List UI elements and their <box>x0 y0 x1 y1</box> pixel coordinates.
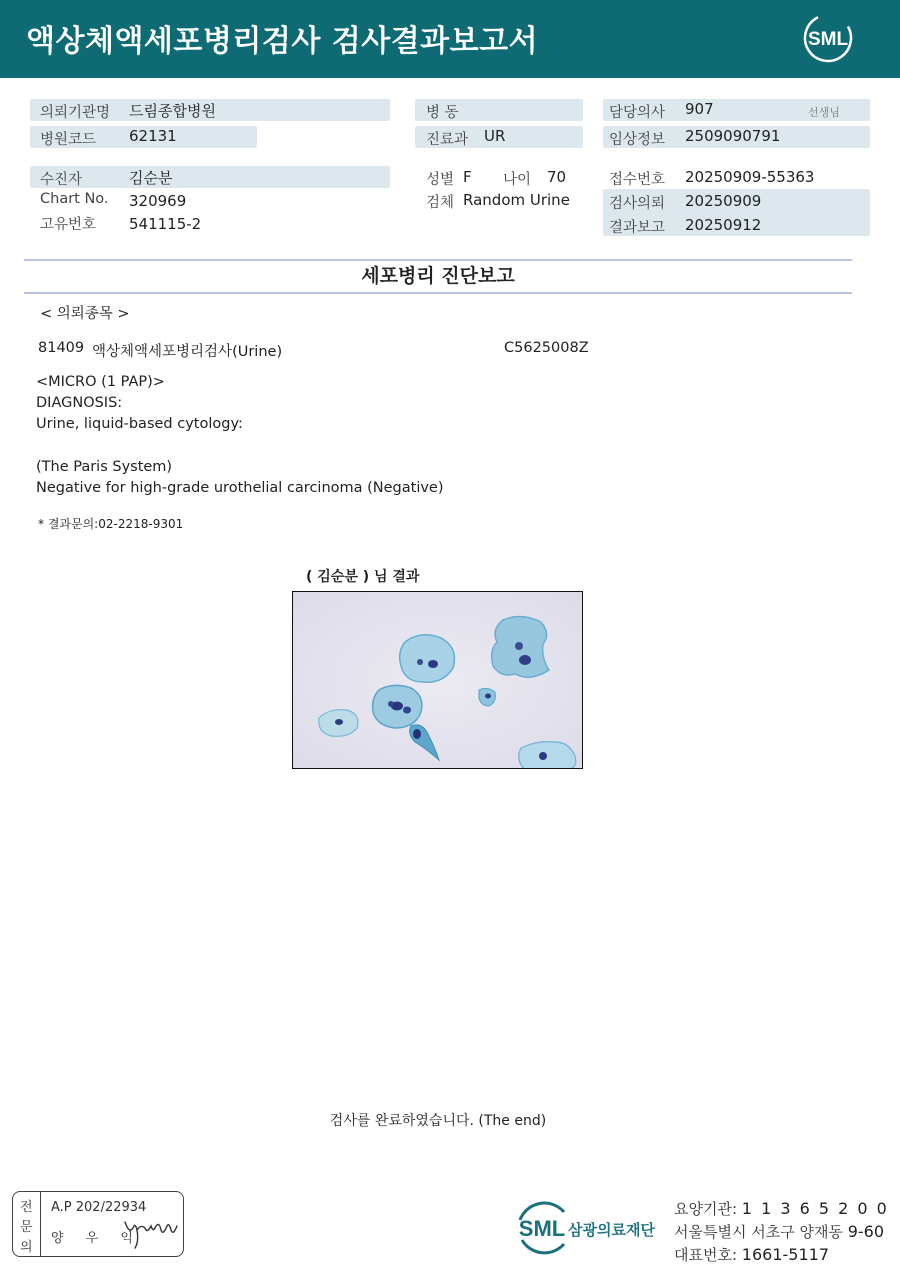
cytology-micrograph <box>292 591 583 769</box>
sex-value: F <box>463 168 472 186</box>
footer-address-num: 9-60 <box>847 1222 885 1241</box>
footer-address: 서울특별시 서초구 양재동 <box>674 1223 843 1241</box>
image-caption: ( 김순분 ) 님 결과 <box>306 569 420 585</box>
chart-value: 320969 <box>129 192 187 210</box>
footer-org-name: 삼광의료재단 <box>568 1221 655 1239</box>
svg-text:SML: SML <box>518 1216 566 1241</box>
footer-code-value: 1 1 3 6 5 2 0 0 <box>741 1199 889 1218</box>
sml-logo-icon <box>802 12 854 64</box>
hospital-code-label: 병원코드 <box>40 132 97 148</box>
cytology-cells-image <box>293 592 583 769</box>
svg-text:SML: SML <box>807 29 849 50</box>
specimen-label: 검체 <box>426 195 455 211</box>
end-message: 검사를 완료하였습니다. (The end) <box>329 1113 547 1129</box>
doctor-label: 담당의사 <box>609 105 666 121</box>
unique-number-label: 고유번호 <box>40 217 97 233</box>
specialist-stamp <box>12 1191 184 1257</box>
institution-value: 드림종합병원 <box>129 102 216 120</box>
department-label: 진료과 <box>426 132 469 148</box>
receipt-label: 접수번호 <box>609 172 666 188</box>
clinical-value: 2509090791 <box>685 127 781 145</box>
footer-phone-line <box>674 1244 829 1265</box>
diagnosis-result: Negative for high-grade urothelial carcinoma (Negative) <box>36 480 444 496</box>
item-code: 81409 <box>38 340 85 356</box>
side-char-1: 전 <box>20 1200 33 1215</box>
side-char-2: 문 <box>20 1220 33 1235</box>
institution-label: 의뢰기관명 <box>40 105 111 121</box>
request-date-value: 20250909 <box>685 192 762 210</box>
classification-system: (The Paris System) <box>36 459 173 475</box>
chart-label: Chart No. <box>40 191 109 207</box>
doctor-value: 907 <box>685 100 714 118</box>
section-rule-bottom <box>24 292 852 294</box>
specialist-name: 양 우 익 <box>51 1231 142 1246</box>
request-date-label: 검사의뢰 <box>609 196 666 212</box>
specimen-value: Random Urine <box>463 191 570 209</box>
specialist-side-label <box>13 1192 41 1256</box>
specialist-license: A.P 202/22934 <box>51 1200 147 1215</box>
patient-bar <box>30 166 390 188</box>
age-value: 70 <box>547 168 567 186</box>
report-title: 액상체액세포병리검사 검사결과보고서 <box>26 24 539 59</box>
inquiry-note: * 결과문의:02-2218-9301 <box>38 517 184 531</box>
patient-label: 수진자 <box>40 172 83 188</box>
footer-code-line <box>674 1198 889 1219</box>
report-header <box>0 0 900 78</box>
sex-label: 성별 <box>426 172 455 188</box>
section-title: 세포병리 진단보고 <box>361 265 515 287</box>
items-heading: < 의뢰종목 > <box>40 306 130 322</box>
hospital-code-value: 62131 <box>129 127 177 145</box>
footer-phone-value: 1661-5117 <box>741 1245 830 1264</box>
ward-label: 병 동 <box>426 105 459 121</box>
report-date-label: 결과보고 <box>609 220 666 236</box>
footer-code-label: 요양기관: <box>674 1200 738 1218</box>
unique-number-value: 541115-2 <box>129 215 202 233</box>
report-date-value: 20250912 <box>685 216 762 234</box>
age-label: 나이 <box>503 172 532 188</box>
department-value: UR <box>484 127 506 145</box>
footer-phone-label: 대표번호: <box>674 1246 738 1264</box>
diagnosis-label: DIAGNOSIS: <box>36 395 123 411</box>
specimen-description: Urine, liquid-based cytology: <box>36 416 243 432</box>
item-id: C5625008Z <box>504 340 589 356</box>
item-name: 액상체액세포병리검사(Urine) <box>92 344 283 360</box>
micro-heading: <MICRO (1 PAP)> <box>36 374 165 390</box>
signature-icon <box>119 1208 183 1252</box>
side-char-3: 의 <box>20 1240 33 1255</box>
receipt-value: 20250909-55363 <box>685 168 815 186</box>
doctor-suffix: 선생님 <box>808 106 840 119</box>
patient-value: 김순분 <box>129 169 173 187</box>
clinical-label: 임상정보 <box>609 132 666 148</box>
footer-address-line <box>674 1221 884 1242</box>
